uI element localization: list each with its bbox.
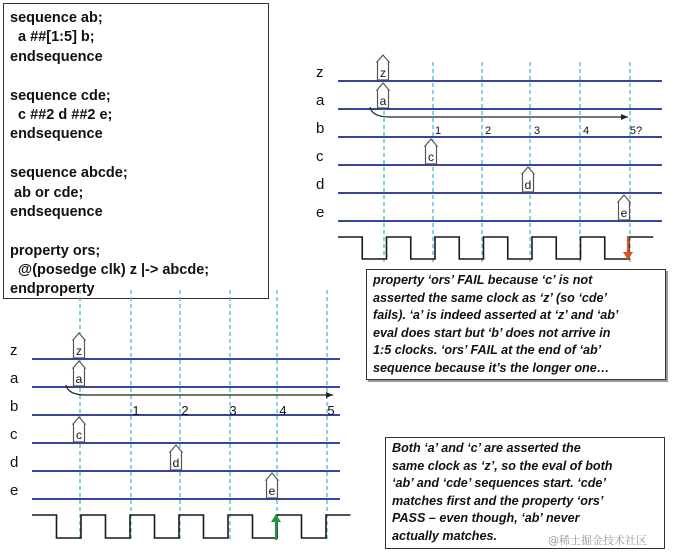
fail-note-text xyxy=(373,272,659,378)
top-clock-waveform xyxy=(338,237,653,259)
pass-note-line: same clock as ‘z’, so the eval of both xyxy=(392,458,613,473)
top-pulse-label-a: a xyxy=(379,94,387,108)
fail-note-line: property ‘ors’ FAIL because ‘c’ is not xyxy=(373,273,593,287)
top-pulse-label-e: e xyxy=(620,206,628,220)
fail-note-line: 1:5 clocks. ‘ors’ FAIL at the end of ‘ab’ xyxy=(373,343,602,358)
fail-note-line: sequence because it’s the longer one… xyxy=(373,360,610,375)
bottom-clock-count-label: 2 xyxy=(181,403,189,418)
top-clock-count-label: 2 xyxy=(484,125,492,137)
top-signal-label-b: b xyxy=(316,120,325,137)
top-pulse-label-c: c xyxy=(428,150,434,164)
code-line: ab or cde; xyxy=(10,184,84,201)
code-line: @(posedge clk) z |-> abcde; xyxy=(10,262,210,279)
top-pulse-label-z: z xyxy=(380,66,386,80)
fail-note-line: fails). ‘a’ is indeed asserted at ‘z’ and ‘ab’ xyxy=(373,308,619,323)
pass-note-line: actually matches. xyxy=(392,528,497,543)
bottom-clock-count-label: 3 xyxy=(229,403,237,418)
pass-note-text xyxy=(392,440,658,546)
pass-note-line: ‘ab’ and ‘cde’ sequences start. ‘cde’ xyxy=(392,476,606,491)
bottom-pulse-label-c: c xyxy=(76,428,82,442)
pass-note-line: PASS – even though, ‘ab’ never xyxy=(392,511,580,526)
fail-note-line: eval does start but ‘b’ does not arrive in xyxy=(373,325,611,340)
code-line: property ors; xyxy=(10,242,101,259)
top-signal-label-z: z xyxy=(316,64,324,81)
bottom-signal-label-c: c xyxy=(10,426,18,443)
pass-note-line: matches first and the property ‘ors’ xyxy=(392,493,604,508)
pass-note-line: Both ‘a’ and ‘c’ are asserted the xyxy=(392,441,581,455)
bottom-signal-label-a: a xyxy=(10,370,19,387)
top-signal-label-c: c xyxy=(316,148,324,165)
top-clock-count-label: 4 xyxy=(582,125,590,137)
code-line: sequence cde; xyxy=(10,87,111,104)
code-line: sequence ab; xyxy=(10,10,103,26)
bottom-pulse-label-d: d xyxy=(172,456,180,470)
code-line: endproperty xyxy=(10,281,95,298)
code-line: endsequence xyxy=(10,203,103,220)
top-clock-count-label: 3 xyxy=(533,125,541,137)
bottom-clock-waveform xyxy=(32,515,351,538)
bottom-clock-count-label: 1 xyxy=(132,403,140,418)
fail-note-line: asserted the same clock as ‘z’ (so ‘cde’ xyxy=(373,290,608,305)
code-line: endsequence xyxy=(10,48,103,65)
bottom-window-arrow-head xyxy=(326,392,333,398)
top-pulse-label-d: d xyxy=(524,178,532,192)
bottom-clock-count-label: 5 xyxy=(327,403,335,418)
top-signal-label-a: a xyxy=(316,92,325,109)
bottom-pulse-label-a: a xyxy=(75,372,83,386)
code-line: endsequence xyxy=(10,126,103,143)
code-line: a ##[1:5] b; xyxy=(10,29,95,46)
bottom-pulse-label-e: e xyxy=(268,484,276,498)
fail-note xyxy=(366,269,666,380)
top-clock-count-label: 5? xyxy=(629,125,643,137)
bottom-clock-count-label: 4 xyxy=(279,403,287,418)
code-line: sequence abcde; xyxy=(10,165,128,182)
watermark: @稀土掘金技术社区 xyxy=(548,534,647,547)
top-window-arrow-head xyxy=(621,114,628,120)
bottom-pulse-label-z: z xyxy=(76,344,82,358)
bottom-signal-label-b: b xyxy=(10,398,19,415)
bottom-signal-label-d: d xyxy=(10,454,19,471)
bottom-signal-label-e: e xyxy=(10,482,19,499)
code-line: c ##2 d ##2 e; xyxy=(10,106,113,123)
top-clock-count-label: 1 xyxy=(434,125,442,137)
top-signal-label-e: e xyxy=(316,204,325,221)
top-signal-label-d: d xyxy=(316,176,325,193)
bottom-signal-label-z: z xyxy=(10,342,18,359)
